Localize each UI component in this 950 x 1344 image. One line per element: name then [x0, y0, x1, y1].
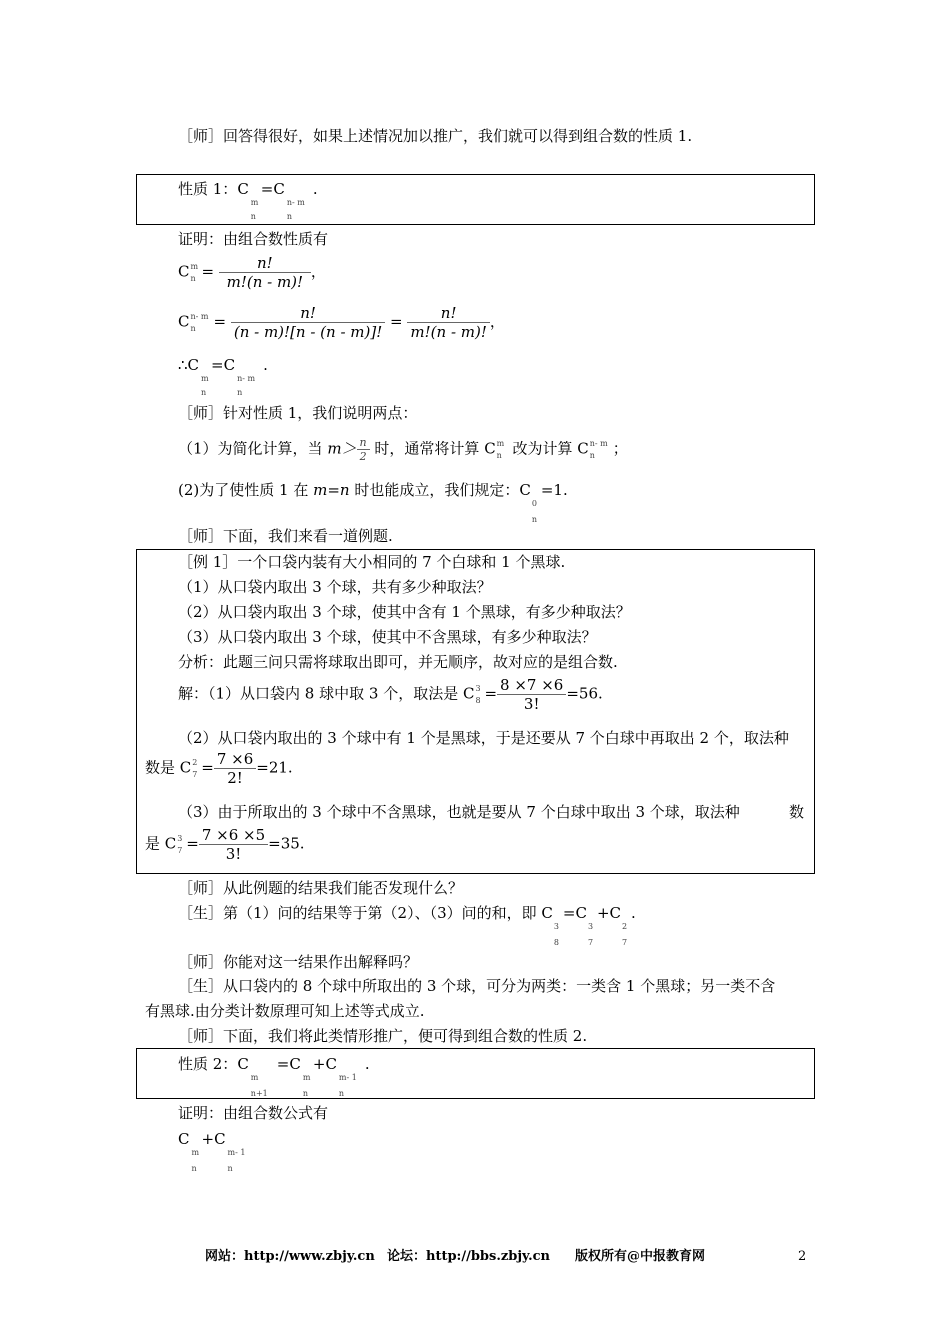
c-symbol: C: [575, 904, 587, 922]
c-symbol: C: [178, 1130, 190, 1148]
footer-website[interactable]: 网站：http://www.zbjy.cn: [205, 1249, 375, 1264]
subscript: n: [191, 1164, 197, 1173]
equals: =: [276, 1055, 290, 1073]
solution-text: 是: [145, 834, 165, 853]
solution-3-word: 数: [789, 803, 805, 821]
subscript: n: [250, 212, 256, 221]
proof-2-heading: 证明：由组合数公式有: [178, 1104, 329, 1122]
property-2-label: 性质 2：: [178, 1055, 238, 1073]
subscript: 7: [177, 845, 183, 855]
period: .: [631, 904, 636, 922]
numerator: n!: [407, 304, 489, 323]
question-2: （2）从口袋内取出 3 个球，使其中含有 1 个黑球，有多少种取法？: [178, 603, 631, 621]
solution-text: =35.: [268, 834, 305, 853]
numerator: n!: [231, 304, 385, 323]
c-symbol: C: [164, 834, 177, 853]
page-number: 2: [798, 1249, 807, 1264]
superscript: m: [190, 261, 199, 271]
superscript: 3: [587, 922, 594, 931]
subscript: 8: [475, 695, 481, 705]
proof-1-conclusion: [178, 356, 268, 397]
superscript: n- m: [190, 311, 209, 321]
solution-text: 数是: [145, 758, 180, 777]
proof-2-formula: [178, 1130, 254, 1173]
proof-1-formula-1: [178, 254, 326, 291]
superscript: 3: [177, 833, 183, 843]
period: .: [312, 180, 318, 198]
c-symbol: C: [484, 439, 496, 458]
c-symbol: C: [273, 180, 285, 198]
denominator: 3!: [225, 845, 242, 863]
c-symbol: C: [237, 180, 249, 198]
equals: =: [211, 356, 224, 374]
teacher-line-2: ［师］针对性质 1，我们说明两点：: [178, 404, 418, 422]
teacher-line-1: ［师］回答得很好，如果上述情况加以推广，我们就可以得到组合数的性质 1.: [178, 127, 693, 145]
subscript: 7: [587, 938, 594, 947]
fraction: [231, 304, 385, 341]
numerator: n!: [219, 254, 311, 273]
denominator: 3!: [523, 695, 540, 713]
c-symbol: C: [519, 481, 531, 499]
student-line-1: [178, 904, 636, 947]
solution-1: [178, 676, 603, 713]
numerator: 8 ×7 ×6: [497, 676, 566, 695]
c-symbol: C: [289, 1055, 301, 1073]
plus: +: [201, 1130, 215, 1148]
point-2-text: (2)为了使性质 1 在: [178, 481, 314, 499]
subscript: n: [237, 388, 243, 397]
c-symbol: C: [609, 904, 622, 922]
equals: =: [562, 904, 576, 922]
solution-text: 解：（1）从口袋内 8 球中取 3 个，取法是: [178, 684, 463, 703]
superscript: 3: [553, 922, 559, 931]
student-line-2: ［生］从口袋内的 8 个球中所取出的 3 个球，可分为两类：一类含 1 个黑球；另一类不含: [178, 977, 776, 995]
math-inline: m＞: [327, 439, 357, 458]
subscript: n: [531, 515, 537, 524]
numerator: 7 ×6 ×5: [199, 826, 268, 845]
fraction: [407, 304, 489, 341]
property-1: [178, 180, 318, 221]
equals: =: [390, 312, 403, 331]
subscript: n: [338, 1089, 345, 1098]
fraction: [214, 750, 256, 787]
subscript: 7: [192, 769, 198, 779]
point-1: [178, 436, 628, 463]
solution-3-line-1: （3）由于所取出的 3 个球中不含黑球，也就是要从 7 个白球中取出 3 个球，取法种: [178, 803, 740, 821]
subscript: n: [190, 323, 196, 333]
subscript: 8: [553, 938, 559, 947]
fraction: [199, 826, 268, 863]
plus: +: [596, 904, 610, 922]
subscript: n: [589, 450, 595, 460]
proof-1-heading: 证明：由组合数性质有: [178, 230, 329, 248]
question-1: （1）从口袋内取出 3 个球，共有多少种取法？: [178, 578, 492, 596]
fraction: [497, 676, 566, 713]
point-1-text: 时，通常将计算: [369, 439, 485, 458]
c-symbol: C: [214, 1130, 226, 1148]
subscript: n: [227, 1164, 233, 1173]
numerator: 7 ×6: [214, 750, 256, 769]
c-symbol: C: [541, 904, 553, 922]
footer-forum[interactable]: 论坛：http://bbs.zbjy.cn: [387, 1249, 551, 1264]
superscript: 2: [192, 757, 198, 767]
therefore-symbol: ∴: [178, 356, 188, 374]
point-1-text: 改为计算: [507, 439, 578, 458]
equals: =: [260, 180, 274, 198]
superscript: m: [250, 198, 259, 207]
superscript: n- m: [589, 438, 608, 448]
teacher-line-5: ［师］你能对这一结果作出解释吗？: [178, 953, 419, 971]
fraction: [357, 436, 370, 463]
subscript: n: [190, 273, 196, 283]
denominator: m!(n - m)!: [410, 323, 487, 341]
point-1-text: （1）为简化计算，当: [178, 439, 328, 458]
period: .: [263, 356, 268, 374]
c-symbol: C: [462, 684, 475, 703]
comma: ，: [310, 262, 326, 281]
solution-text: =56.: [566, 684, 603, 703]
c-symbol: C: [178, 312, 190, 331]
superscript: m: [496, 438, 505, 448]
superscript: m- 1: [338, 1073, 357, 1082]
subscript: n: [286, 212, 293, 221]
denominator: 2: [359, 450, 367, 464]
c-symbol: C: [223, 356, 236, 374]
example-1-title: ［例 1］一个口袋内装有大小相同的 7 个白球和 1 个黑球.: [178, 553, 566, 571]
denominator: (n - m)![n - (n - m)]!: [233, 323, 383, 341]
superscript: 2: [622, 922, 628, 931]
c-symbol: C: [187, 356, 200, 374]
question-3: （3）从口袋内取出 3 个球，使其中不含黑球，有多少种取法？: [178, 628, 597, 646]
comma: ，: [489, 312, 505, 331]
point-2-text: 时也能成立，我们规定：: [349, 481, 520, 499]
teacher-line-4: ［师］从此例题的结果我们能否发现什么？: [178, 879, 464, 897]
superscript: m: [302, 1073, 311, 1082]
plus: +: [312, 1055, 326, 1073]
denominator: m!(n - m)!: [226, 273, 304, 291]
fraction: [219, 254, 311, 291]
equals: =: [484, 684, 498, 703]
equals: =: [186, 834, 199, 853]
footer-copyright: 版权所有@中报教育网: [575, 1249, 706, 1264]
subscript: n: [496, 450, 502, 460]
period: .: [364, 1055, 370, 1073]
superscript: m: [201, 374, 209, 383]
solution-3-line-2: [145, 826, 305, 863]
equals: =: [213, 312, 227, 331]
teacher-line-6: ［师］下面，我们将此类情形推广，便可得到组合数的性质 2.: [178, 1027, 588, 1045]
solution-text: =21.: [256, 758, 293, 777]
equals: =: [201, 262, 215, 281]
superscript: n- m: [286, 198, 305, 207]
student-line-3: 有黑球.由分类计数原理可知上述等式成立.: [145, 1002, 425, 1020]
teacher-line-3: ［师］下面，我们来看一道例题.: [178, 527, 393, 545]
subscript: 7: [622, 938, 628, 947]
math-inline: m=n: [313, 481, 350, 499]
superscript: n- m: [237, 374, 256, 383]
equals: =: [201, 758, 214, 777]
denominator: 2!: [227, 769, 243, 787]
c-symbol: C: [178, 262, 190, 281]
subscript: n+1: [250, 1089, 268, 1098]
student-text: ［生］第（1）问的结果等于第（2）、（3）问的和，即: [178, 904, 542, 922]
superscript: m: [250, 1073, 259, 1082]
point-2: [178, 481, 568, 524]
solution-2-line-2: [145, 750, 293, 787]
c-symbol: C: [237, 1055, 249, 1073]
numerator: n: [357, 436, 370, 450]
c-symbol: C: [325, 1055, 337, 1073]
c-symbol: C: [577, 439, 589, 458]
subscript: n: [302, 1089, 309, 1098]
c-symbol: C: [179, 758, 192, 777]
analysis: 分析：此题三问只需将球取出即可，并无顺序，故对应的是组合数.: [178, 653, 618, 671]
superscript: m- 1: [227, 1148, 246, 1157]
superscript: 3: [475, 683, 481, 693]
solution-2-line-1: （2）从口袋内取出的 3 个球中有 1 个是黑球，于是还要从 7 个白球中再取出 2 个，取法种: [178, 729, 789, 747]
superscript: 0: [531, 499, 537, 508]
proof-1-formula-2: [178, 304, 505, 341]
property-2: [178, 1055, 370, 1098]
point-1-text: ；: [612, 439, 628, 458]
property-1-label: 性质 1：: [178, 180, 238, 198]
subscript: n: [201, 388, 207, 397]
superscript: m: [191, 1148, 200, 1157]
point-2-text: =1.: [540, 481, 568, 499]
